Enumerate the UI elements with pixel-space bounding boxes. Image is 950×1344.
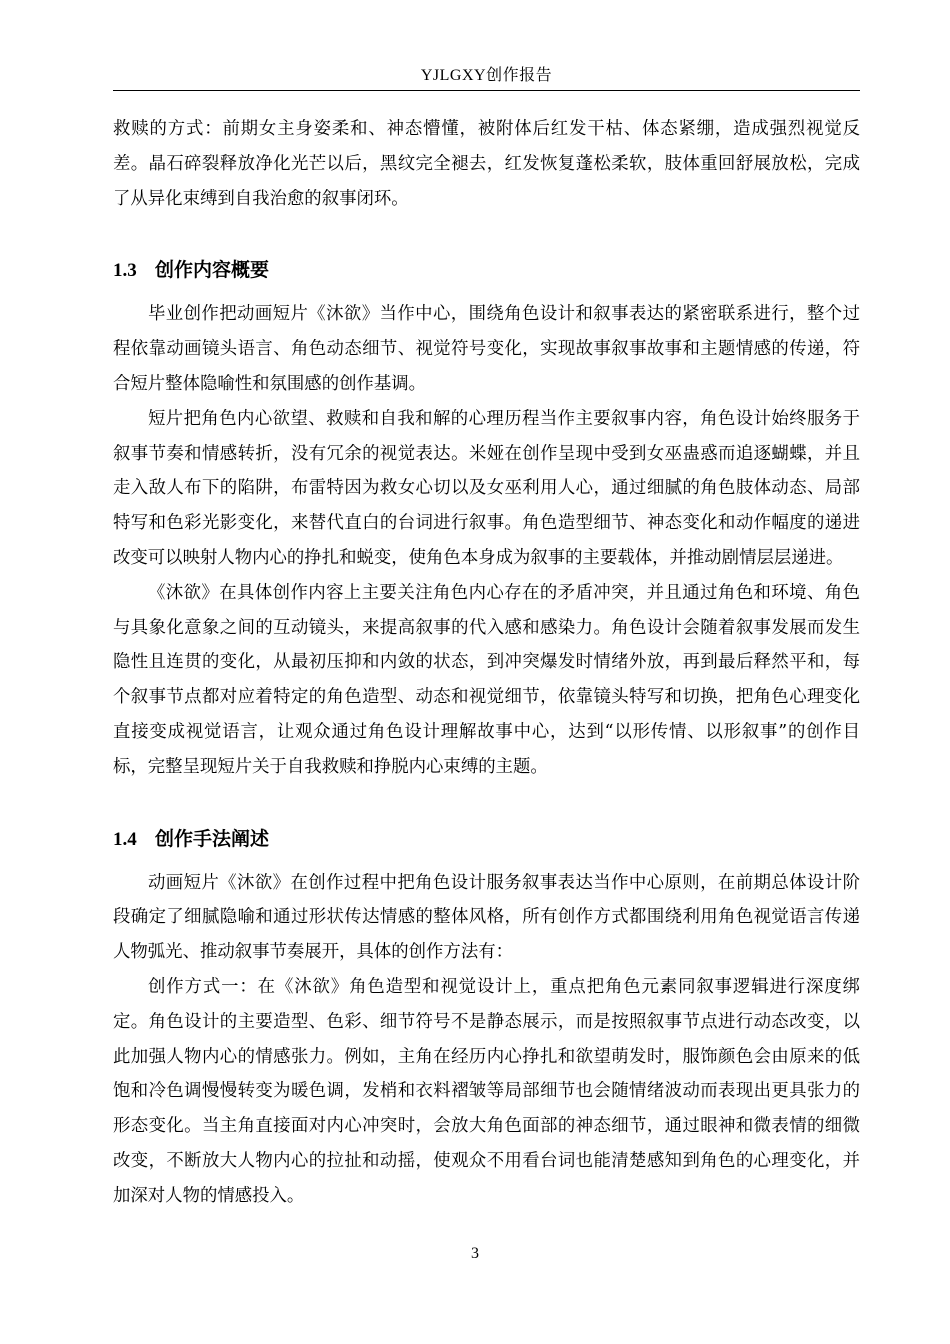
section-heading-1-4 bbox=[113, 825, 860, 854]
paragraph: 《沐欲》在具体创作内容上主要关注角色内心存在的矛盾冲突，并且通过角色和环境、角色与具象化意象之间的互动镜头，来提高叙事的代入感和感染力。角色设计会随着叙事发展而发生隐性且连贯的变化，从最初压抑和内敛的状态，到冲突爆发时情绪外放，再到最后释然平和，每个叙事节点都对应着特定的角色造型、动态和视觉细节，依靠镜头特写和切换，把角色心理变化直接变成视觉语言，让观众通过角色设计理解故事中心，达到“以形传情、以形叙事”的创作目标，完整呈现短片关于自我救赎和挣脱内心束缚的主题。 bbox=[113, 582, 860, 777]
paragraph: 短片把角色内心欲望、救赎和自我和解的心理历程当作主要叙事内容，角色设计始终服务于叙事节奏和情感转折，没有冗余的视觉表达。米娅在创作呈现中受到女巫蛊惑而追逐蝴蝶，并且走入敌人布下的陷阱，布雷特因为救女心切以及女巫利用人心，通过细腻的角色肢体动态、局部特写和色彩光影变化，来替代直白的台词进行叙事。角色造型细节、神态变化和动作幅度的递进改变可以映射人物内心的挣扎和蜕变，使角色本身成为叙事的主要载体，并推动剧情层层递进。 bbox=[113, 408, 860, 568]
section-title: 创作内容概要 bbox=[155, 259, 270, 282]
document-body bbox=[113, 112, 860, 1214]
section-number: 1.4 bbox=[113, 828, 137, 850]
section-number: 1.3 bbox=[113, 260, 137, 282]
page-number: 3 bbox=[471, 1245, 479, 1262]
paragraph: 动画短片《沐欲》在创作过程中把角色设计服务叙事表达当作中心原则，在前期总体设计阶段确定了细腻隐喻和通过形状传达情感的整体风格，所有创作方式都围绕利用角色视觉语言传递人物弧光、推动叙事节奏展开，具体的创作方法有： bbox=[113, 872, 860, 963]
section-title: 创作手法阐述 bbox=[155, 827, 270, 850]
paragraph: 创作方式一：在《沐欲》角色造型和视觉设计上，重点把角色元素同叙事逻辑进行深度绑定。角色设计的主要造型、色彩、细节符号不是静态展示，而是按照叙事节点进行动态改变，以此加强人物内心的情感张力。例如，主角在经历内心挣扎和欲望萌发时，服饰颜色会由原来的低饱和冷色调慢慢转变为暖色调，发梢和衣料褶皱等局部细节也会随情绪波动而表现出更具张力的形态变化。当主角直接面对内心冲突时，会放大角色面部的神态细节，通过眼神和微表情的细微改变，不断放大人物内心的拉扯和动摇，使观众不用看台词也能清楚感知到角色的心理变化，并加深对人物的情感投入。 bbox=[113, 976, 860, 1206]
page-header-title: YJLGXY创作报告 bbox=[420, 67, 553, 84]
paragraph: 毕业创作把动画短片《沐欲》当作中心，围绕角色设计和叙事表达的紧密联系进行，整个过程依靠动画镜头语言、角色动态细节、视觉符号变化，实现故事叙事故事和主题情感的传递，符合短片整体隐喻性和氛围感的创作基调。 bbox=[113, 304, 860, 394]
section-heading-1-3 bbox=[113, 256, 860, 285]
intro-paragraph: 救赎的方式：前期女主身姿柔和、神态懵懂，被附体后红发干枯、体态紧绷，造成强烈视觉反差。晶石碎裂释放净化光芒以后，黑纹完全褪去，红发恢复蓬松柔软，肢体重回舒展放松，完成了从异化束缚到自我治愈的叙事闭环。 bbox=[113, 119, 860, 209]
header-divider bbox=[113, 90, 860, 91]
